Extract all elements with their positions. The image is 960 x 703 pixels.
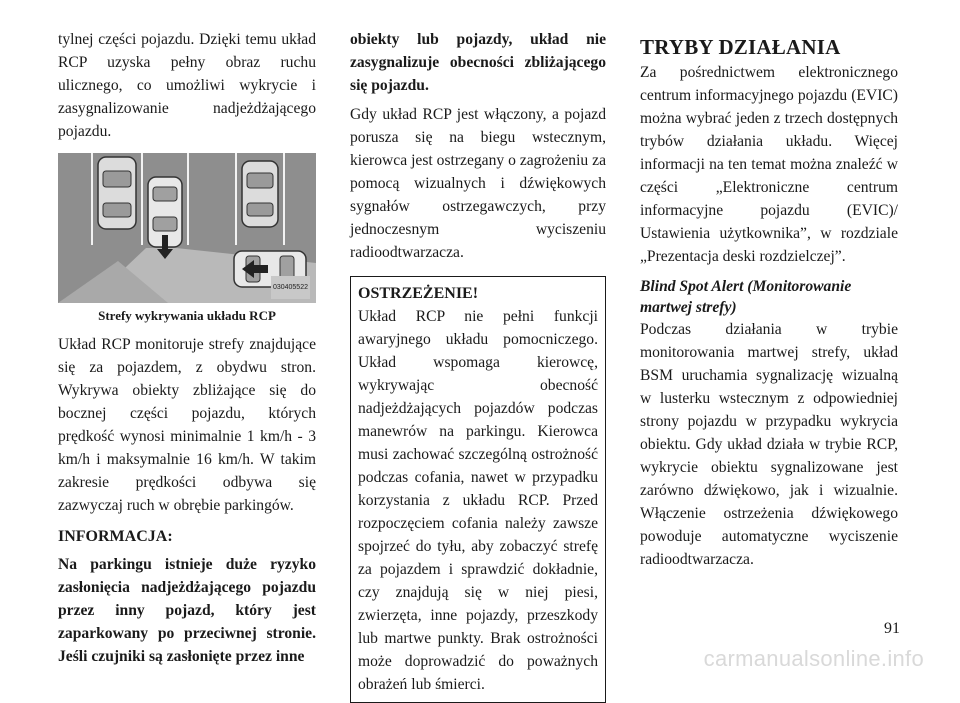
warning-box	[350, 276, 606, 703]
info-text-continued: obiekty lub pojazdy, układ nie zasygnalizuje obecności zbliżającego się pojazdu.	[350, 31, 606, 94]
warning-text: Układ RCP nie pełni funkcji awaryjnego układu pomocniczego. Układ wspomaga kierowcę, wykrywając obecność nadjeżdżających pojazdów podczas manewrów na parkingu. Kierowca musi zachować szczególną ostrożność podczas cofania, nawet w przypadku korzystania z układu RCP. Przed rozpoczęciem cofania należy zawsze spojrzeć do tyłu, aby zobaczyć strefę za pojazdem i sprawdzić dokładnie, czy znajdują się w niej piesi, zwierzęta, inne pojazdy, przeszkody lub martwe punkty. Brak ostrożności może doprowadzić do poważnych obrażeń lub śmierci.	[358, 308, 598, 693]
watermark: carmanualsonline.info	[703, 646, 924, 671]
paragraph: Gdy układ RCP jest włączony, a pojazd porusza się na biegu wstecznym, kierowca jest ostrzegany o zagrożeniu za pomocą wizualnych i dźwiękowych sygnałów ostrzegawczych, przy jednoczesnym wyciszeniu radioodtwarzacza.	[350, 106, 606, 261]
info-text: Na parkingu istnieje duże ryzyko zasłonięcia nadjeżdżającego pojazdu przez inny pojazd, który jest zaparkowany po przeciwnej stronie. Jeśli czujniki są zasłonięte przez inne	[58, 556, 316, 665]
paragraph: Układ RCP monitoruje strefy znajdujące się za pojazdem, z obydwu stron. Wykrywa obiekty zbliżające się do bocznej części pojazdu, których prędkość wynosi minimalnie 1 km/h - 3 km/h i maksymalnie 16 km/h. W takim zakresie prędkości odbywa się zazwyczaj ruch w obrębie parkingów.	[58, 336, 316, 514]
warning-title: OSTRZEŻENIE!	[358, 285, 479, 302]
info-heading: INFORMACJA:	[58, 528, 173, 545]
paragraph: tylnej części pojazdu. Dzięki temu układ RCP uzyska pełny obraz ruchu ulicznego, co umożliwi wykrycie i zasygnalizowanie nadjeżdżającego pojazdu.	[58, 31, 316, 140]
paragraph: Za pośrednictwem elektronicznego centrum informacyjnego pojazdu (EVIC) można wybrać jeden z trzech dostępnych trybów działania układu. Więcej informacji na ten temat można znaleźć w części „Elektroniczne centrum informacyjne pojazdu (EVIC)/ Ustawienia użytkownika”, w rozdziale „Prezentacja deski rozdzielczej”.	[640, 64, 898, 265]
figure-code: 030405522	[271, 276, 310, 299]
reversing-car	[148, 177, 182, 259]
column-right	[640, 28, 898, 571]
paragraph: Podczas działania w trybie monitorowania martwej strefy, układ BSM uruchamia sygnalizację wizualną w lusterku wstecznym z odpowiedniej strony pojazdu w przypadku wykrycia obiektu. Gdy układ działa w trybie RCP, wykrycie obiektu sygnalizowane jest zarówno dźwiękowo, jak i wizualnie. Włączenie ostrzeżenia dźwiękowego powoduje automatyczne wyciszenie radioodtwarzacza.	[640, 321, 898, 568]
column-middle	[350, 28, 606, 703]
figure-caption: Strefy wykrywania układu RCP	[98, 308, 276, 323]
rcp-detection-diagram	[58, 153, 316, 303]
section-title: TRYBY DZIAŁANIA	[640, 35, 841, 59]
column-left	[58, 28, 316, 668]
parked-car-right	[242, 161, 278, 227]
subheading: Blind Spot Alert (Monitorowanie martwej strefy)	[640, 278, 852, 316]
parked-car-left	[98, 157, 136, 229]
page-number: 91	[884, 620, 900, 637]
